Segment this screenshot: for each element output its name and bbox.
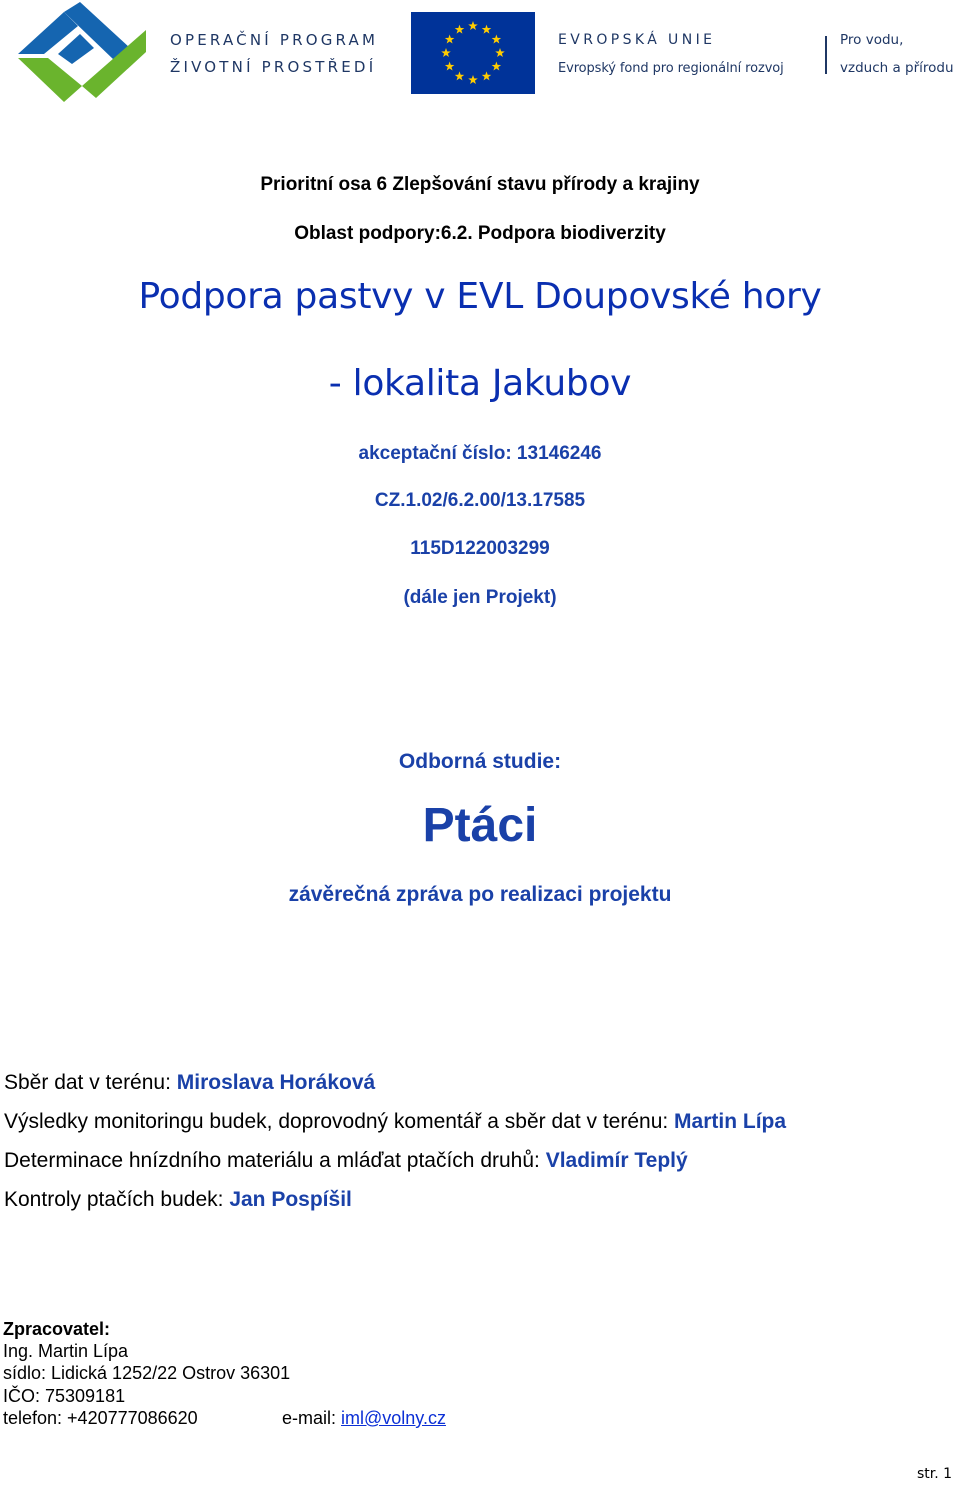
header-divider [825, 36, 827, 74]
page-number: str. 1 [916, 1466, 952, 1482]
contributor-name: Miroslava Horáková [176, 1071, 376, 1094]
processor-address: sídlo: Lidická 1252/22 Ostrov 36301 [3, 1363, 291, 1383]
study-title: Ptáci [422, 799, 538, 852]
project-alias: (dále jen Projekt) [403, 587, 557, 608]
opzp-line1: OPERAČNÍ PROGRAM [170, 31, 379, 49]
processor-name: Ing. Martin Lípa [3, 1341, 129, 1361]
contributor-line: Sběr dat v terénu: Miroslava Horáková [4, 1071, 376, 1094]
study-label: Odborná studie: [398, 750, 562, 773]
contributor-name: Jan Pospíšil [229, 1188, 352, 1211]
contributor-line: Kontroly ptačích budek: Jan Pospíšil [4, 1188, 352, 1211]
contributor-name: Martin Lípa [674, 1110, 787, 1133]
contributor-line: Výsledky monitoringu budek, doprovodný komentář a sběr dat v terénu: Martin Lípa [4, 1110, 787, 1133]
eu-title: EVROPSKÁ UNIE [558, 32, 716, 48]
support-area: Oblast podpory:6.2. Podpora biodiverzity [294, 223, 666, 244]
opzp-line2: ŽIVOTNÍ PROSTŘEDÍ [170, 58, 377, 76]
acceptance-number: akceptační číslo: 13146246 [358, 443, 602, 464]
slogan-line1: Pro vodu, [840, 32, 904, 48]
priority-axis: Prioritní osa 6 Zlepšování stavu přírody a krajiny [260, 174, 700, 195]
processor-label: Zpracovatel: [3, 1319, 111, 1339]
email-link[interactable]: iml@volny.cz [341, 1408, 446, 1428]
project-title-line2: - lokalita Jakubov [328, 363, 632, 404]
contributor-name: Vladimír Teplý [545, 1149, 688, 1172]
opzp-logo [18, 2, 146, 102]
eu-flag-icon [411, 12, 535, 94]
processor-email: e-mail: iml@volny.cz [282, 1408, 446, 1428]
processor-ico: IČO: 75309181 [3, 1386, 126, 1406]
processor-phone: telefon: +420777086620 [3, 1408, 198, 1428]
eu-subtitle: Evropský fond pro regionální rozvoj [558, 61, 784, 76]
project-code: 115D122003299 [410, 538, 550, 559]
report-type: závěrečná zpráva po realizaci projektu [288, 883, 672, 906]
project-title-line1: Podpora pastvy v EVL Doupovské hory [138, 276, 822, 317]
slogan-line2: vzduch a přírodu [840, 60, 954, 76]
contributor-line: Determinace hnízdního materiálu a mláďat ptačích druhů: Vladimír Teplý [4, 1149, 688, 1172]
registration-number: CZ.1.02/6.2.00/13.17585 [374, 490, 586, 511]
